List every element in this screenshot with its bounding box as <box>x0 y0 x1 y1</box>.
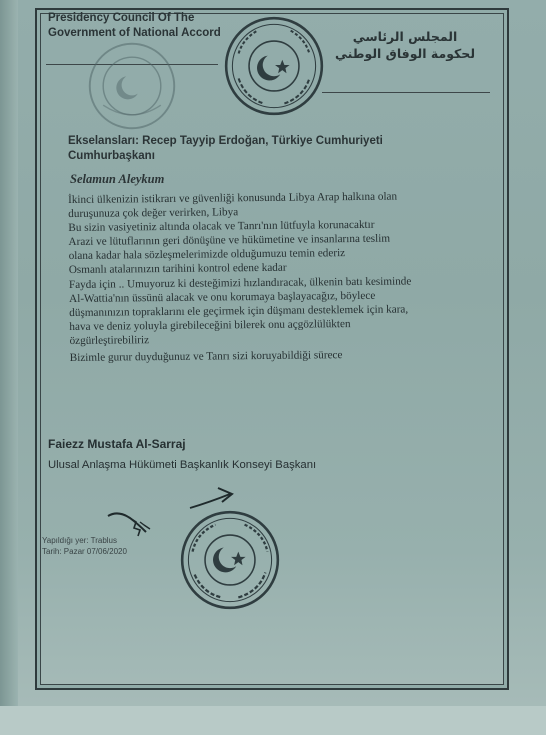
body-line: hava ve deniz yoluyla girebileceğini bilerek onu açgözlülükten <box>69 317 351 333</box>
body-line: düşmanınızın topraklarını ele geçirmek için düşmanı desteklemek için kara, <box>69 303 409 319</box>
body-line: Arazi ve lütuflarının geri dönüşüne ve hükümetine ve insanlarına teslim <box>68 232 391 249</box>
official-seal-icon <box>222 14 326 118</box>
faded-emblem-icon <box>84 38 180 134</box>
letterhead-arabic-line2: لحكومة الوفاق الوطني <box>334 46 476 61</box>
body-line: Al-Wattia'nın üssünü alacak ve onu korumaya başlayacağız, böylece <box>69 289 376 305</box>
body-line: özgürleştirebiliriz <box>69 334 150 347</box>
body-line: Bu sizin vasiyetiniz altında olacak ve Tanrı'nın lütfuyla korunacaktır <box>68 218 375 235</box>
signer-title: Ulusal Anlaşma Hükümeti Başkanlık Konseyi Başkanı <box>48 459 317 471</box>
letter-body <box>68 189 470 365</box>
body-line: Osmanlı atalarınızın tarihini kontrol edene kadar <box>68 262 287 277</box>
paper-edge <box>0 0 18 735</box>
letterhead-rule-right <box>322 92 490 93</box>
body-line: olana kadar hala sözleşmelerimizde olduğumuzu temin ederiz <box>68 247 346 263</box>
body-line-closing: Bizimle gurur duyduğunuz ve Tanrı sizi koruyabildiği sürece <box>69 349 343 365</box>
body-line: duruşunuza çok değer verirken, Libya <box>68 206 239 221</box>
letterhead-arabic-line1: المجلس الرئاسي <box>352 29 458 44</box>
letterhead-arabic <box>330 28 480 62</box>
body-line: Fayda için .. Umuyoruz ki desteğimizi hızlandıracak, ülkenin batı kesiminde <box>68 274 412 291</box>
greeting: Selamun Aleykum <box>70 172 165 186</box>
addressee <box>68 134 468 164</box>
addressee-line2: Cumhurbaşkanı <box>68 150 155 162</box>
place-and-date <box>42 535 127 557</box>
page-bottom-edge <box>0 706 546 735</box>
addressee-line1: Ekselansları: Recep Tayyip Erdoğan, Türkiye Cumhuriyeti <box>68 135 383 147</box>
place-line: Yapıldığı yer: Trablus <box>42 536 117 545</box>
letterhead-english-line2: Government of National Accord <box>48 27 221 39</box>
signer-name: Faiezz Mustafa Al-Sarraj <box>48 437 186 451</box>
letterhead-english-line1: Presidency Council Of The <box>48 12 195 24</box>
official-stamp-icon <box>178 508 282 612</box>
date-line: Tarih: Pazar 07/06/2020 <box>42 547 127 556</box>
body-line: İkinci ülkenizin istikrarı ve güvenliği konusunda Libya Arap halkına olan <box>68 190 398 206</box>
letterhead-english <box>48 11 228 41</box>
